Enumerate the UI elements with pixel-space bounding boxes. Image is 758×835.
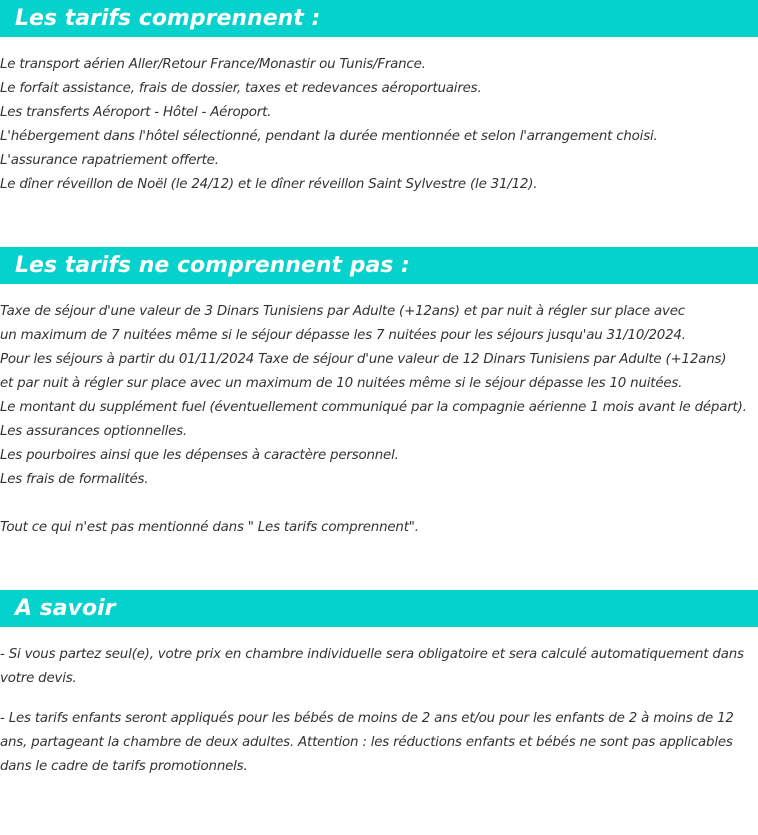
excluded-item: Le montant du supplément fuel (éventuellement communiqué par la compagnie aérienne 1 mois avant le départ).	[0, 400, 747, 415]
included-item: Le forfait assistance, frais de dossier, taxes et redevances aéroportuaires.	[0, 81, 482, 96]
excluded-item: Les frais de formalités.	[0, 472, 149, 487]
included-list	[0, 37, 758, 197]
excluded-item: Taxe de séjour d'une valeur de 3 Dinars Tunisiens par Adulte (+12ans) et par nuit à régler sur place avec	[0, 304, 685, 319]
excluded-item: et par nuit à régler sur place avec un maximum de 10 nuitées même si le séjour dépasse les 10 nuitées.	[0, 376, 683, 391]
included-item: L'assurance rapatriement offerte.	[0, 153, 219, 168]
included-item: Les transferts Aéroport - Hôtel - Aéroport.	[0, 105, 272, 120]
good-to-know-section	[0, 590, 758, 779]
excluded-item: Pour les séjours à partir du 01/11/2024 Taxe de séjour d'une valeur de 12 Dinars Tunisiens par Adulte (+12ans)	[0, 352, 727, 367]
included-item: Le transport aérien Aller/Retour France/Monastir ou Tunis/France.	[0, 57, 426, 72]
good-to-know-list	[0, 627, 758, 779]
included-header: Les tarifs comprennent :	[0, 0, 758, 37]
excluded-item: Les assurances optionnelles.	[0, 424, 187, 439]
excluded-item: un maximum de 7 nuitées même si le séjour dépasse les 7 nuitées pour les séjours jusqu'au 31/10/2024.	[0, 328, 686, 343]
excluded-section	[0, 247, 758, 540]
excluded-header: Les tarifs ne comprennent pas :	[0, 247, 758, 284]
good-to-know-header: A savoir	[0, 590, 758, 627]
good-to-know-paragraph: - Les tarifs enfants seront appliqués pour les bébés de moins de 2 ans et/ou pour les enfants de 2 à moins de 12 ans, partageant la chambre de deux adultes. Attention : les réductions enfants et bébés ne sont pas applicables dans le cadre de tarifs promotionnels.	[0, 711, 734, 774]
excluded-item: Les pourboires ainsi que les dépenses à caractère personnel.	[0, 448, 399, 463]
included-item: Le dîner réveillon de Noël (le 24/12) et le dîner réveillon Saint Sylvestre (le 31/12).	[0, 177, 538, 192]
excluded-list	[0, 284, 758, 540]
included-item: L'hébergement dans l'hôtel sélectionné, pendant la durée mentionnée et selon l'arrangement choisi.	[0, 129, 658, 144]
good-to-know-paragraph: - Si vous partez seul(e), votre prix en chambre individuelle sera obligatoire et sera calculé automatiquement dans votre devis.	[0, 647, 744, 686]
excluded-note: Tout ce qui n'est pas mentionné dans " Les tarifs comprennent".	[0, 520, 419, 535]
included-section	[0, 0, 758, 197]
